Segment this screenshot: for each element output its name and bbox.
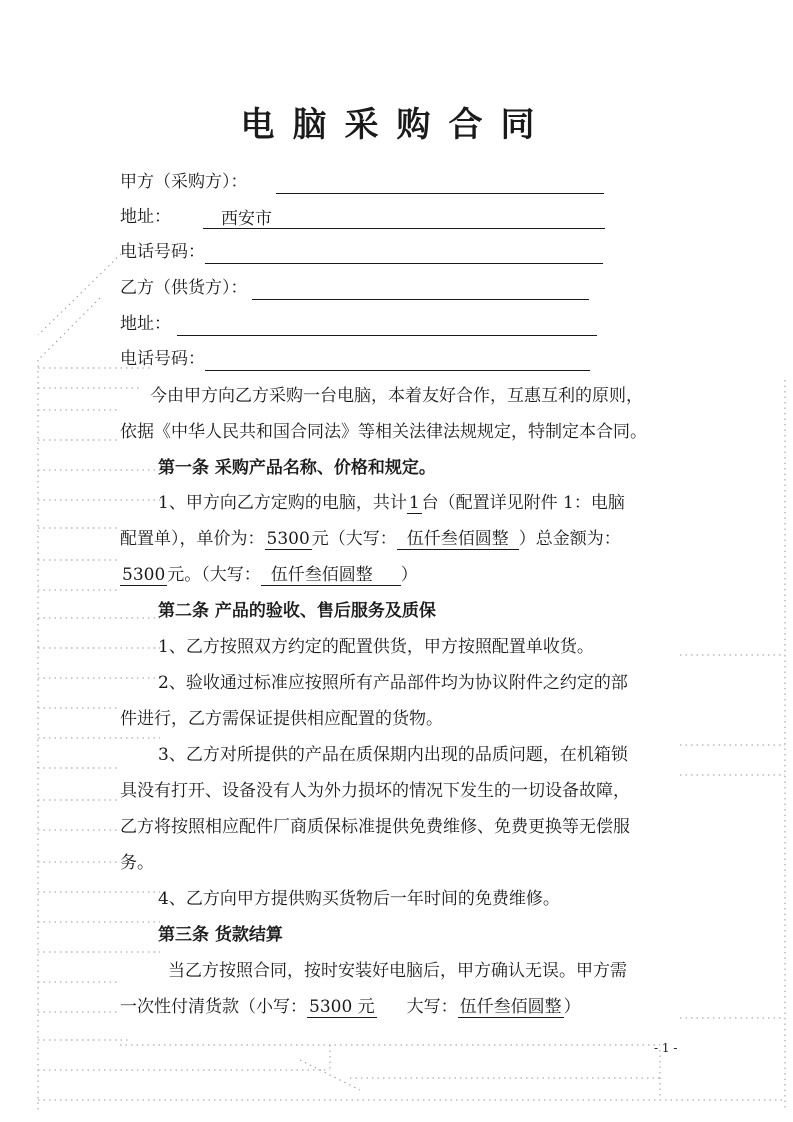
article-1-text-d: 元（大写：: [311, 529, 397, 549]
unit-price-field[interactable]: 5300: [266, 529, 310, 549]
article-2-item-2-line-1: 2、验收通过标准应按照所有产品部件均为协议附件之约定的部: [158, 673, 628, 693]
article-3-text-c: ）: [563, 997, 581, 1017]
party-b-phone-field[interactable]: [205, 350, 590, 371]
party-b-phone-label: 电话号码：: [120, 349, 205, 369]
party-b-address-label: 地址：: [120, 314, 171, 334]
article-1-text-a: 1、甲方向乙方定购的电脑，共计: [158, 493, 407, 513]
party-a-label: 甲方（采购方）：: [120, 172, 248, 192]
page-number: - 1 -: [654, 1041, 678, 1055]
article-1-item-1-line-3: [120, 563, 418, 587]
party-a-address-field[interactable]: 西安市: [203, 209, 605, 229]
total-field[interactable]: 5300: [122, 565, 166, 585]
article-1-text-g: ）: [400, 565, 418, 585]
article-1-item-1-line-1: [158, 491, 625, 515]
party-b-name-field[interactable]: [252, 279, 589, 300]
party-b-phone-row: [120, 347, 590, 371]
preamble-line-2: 依据《中华人民共和国合同法》等相关法律法规规定，特制定本合同。: [120, 422, 647, 442]
article-2-item-1: 1、乙方按照双方约定的配置供货，甲方按照配置单收货。: [158, 637, 594, 657]
party-a-address-row: [120, 205, 605, 229]
party-a-name-field[interactable]: [276, 173, 604, 194]
party-a-row: [120, 170, 604, 194]
party-b-row: [120, 276, 589, 300]
article-3-text-b: 大写：: [406, 997, 458, 1017]
article-2-item-3-line-3: 乙方将按照相应配件厂商质保标准提供免费维修、免费更换等无偿服: [120, 817, 630, 837]
article-2-heading: 第二条 产品的验收、售后服务及质保: [158, 601, 436, 621]
article-1-text-e: ）总金额为：: [518, 529, 621, 549]
article-2-item-2-line-2: 件进行，乙方需保证提供相应配置的货物。: [120, 709, 443, 729]
article-2-item-3-line-2: 具没有打开、设备没有人为外力损坏的情况下发生的一切设备故障，: [120, 781, 630, 801]
party-b-address-row: [120, 312, 597, 336]
contract-title: 电脑采购合同: [240, 105, 553, 145]
quantity-field[interactable]: 1: [408, 493, 420, 513]
party-a-phone-row: [120, 240, 603, 264]
unit-price-words-field[interactable]: 伍仟叁佰圆整: [397, 529, 519, 550]
party-b-label: 乙方（供货方）：: [120, 278, 248, 298]
party-a-phone-label: 电话号码：: [120, 242, 205, 262]
article-2-item-3-line-4: 务。: [120, 853, 154, 873]
article-3-line-1: 当乙方按照合同，按时安装好电脑后，甲方确认无误。甲方需: [168, 961, 627, 981]
article-1-heading: 第一条 采购产品名称、价格和规定。: [158, 458, 436, 478]
total-words-field[interactable]: 伍仟叁佰圆整: [261, 565, 401, 586]
article-3-line-2: [120, 995, 581, 1019]
article-2-item-3-line-1: 3、乙方对所提供的产品在质保期内出现的品质问题，在机箱锁: [158, 745, 628, 765]
article-1-item-1-line-2: [120, 527, 621, 551]
amount-words-field[interactable]: 伍仟叁佰圆整: [459, 997, 562, 1017]
article-3-heading: 第三条 货款结算: [158, 925, 283, 945]
article-1-text-b: 台（配置详见附件 1：电脑: [421, 493, 625, 513]
amount-small-field[interactable]: 5300 元: [309, 997, 375, 1017]
party-a-phone-field[interactable]: [205, 243, 603, 264]
article-3-text-a: 一次性付清货款（小写：: [120, 997, 307, 1017]
article-2-item-4: 4、乙方向甲方提供购买货物后一年时间的免费维修。: [158, 889, 560, 909]
preamble-line-1: 今由甲方向乙方采购一台电脑，本着友好合作，互惠互利的原则，: [150, 386, 643, 406]
article-1-text-f: 元。（大写：: [167, 565, 261, 585]
article-1-text-c: 配置单），单价为：: [120, 529, 265, 549]
party-b-address-field[interactable]: [177, 315, 597, 336]
party-a-address-label: 地址：: [120, 207, 171, 227]
